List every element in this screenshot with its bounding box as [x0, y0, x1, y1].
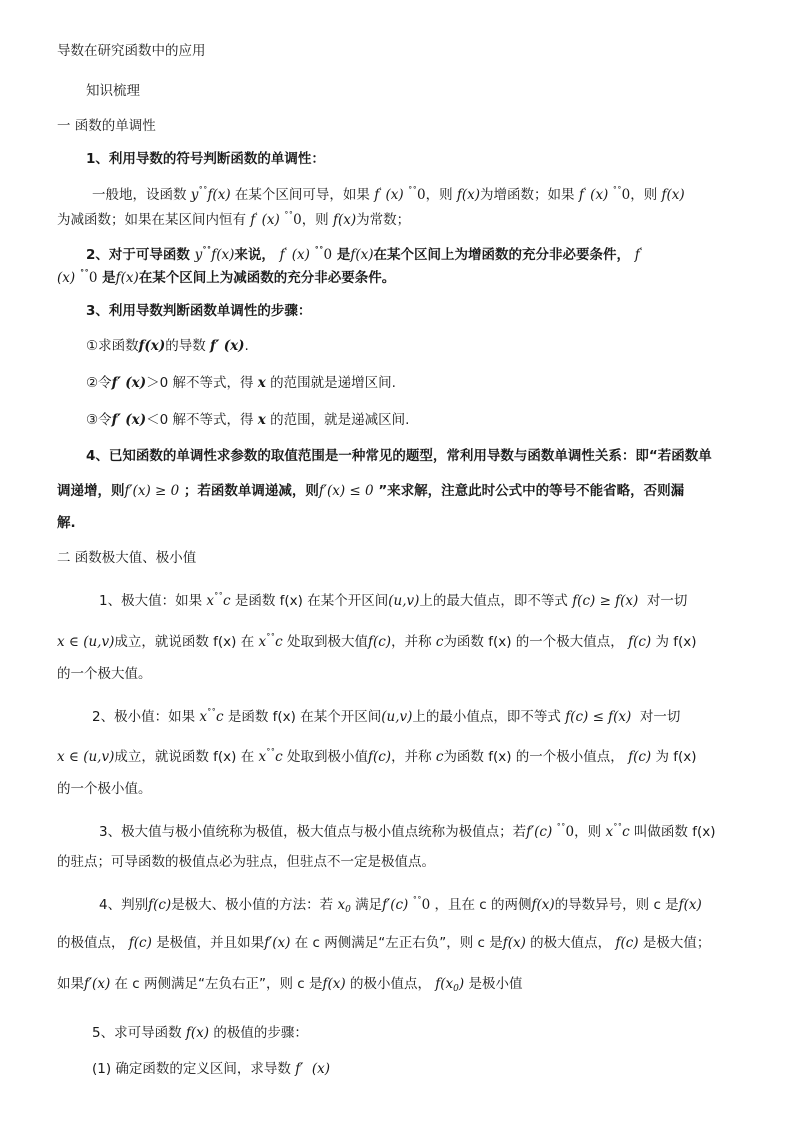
- min-value-line-2: x ∈ (u,v)成立，就说函数 f(x) 在 x˚˚c 处取到极小值f(c)，并称 c为函数 f(x) 的一个极小值点， f(c) 为 f(x): [57, 749, 697, 765]
- s1-item-2-line-1: 2、对于可导函数 y˚˚f(x)来说， f′ (x) ˚˚0 是f(x)在某个区间上为增函数的充分非必要条件， f′: [86, 247, 643, 263]
- doc-subtitle: 知识梳理: [86, 83, 140, 99]
- s1-item-2-line-2: (x) ˚˚0 是f(x)在某个区间上为减函数的充分非必要条件。: [57, 270, 396, 286]
- doc-title: 导数在研究函数中的应用: [57, 43, 206, 59]
- max-value-line-1: 1、极大值：如果 x˚˚c 是函数 f(x) 在某个开区间(u,v)上的最大值点，即不等式 f(c) ≥ f(x) 对一切: [99, 593, 688, 609]
- section-heading-1: 一 函数的单调性: [57, 118, 156, 134]
- s1-item-3: 3、利用导数判断函数单调性的步骤：: [86, 303, 312, 319]
- paragraph-3-line-2: 的驻点；可导函数的极值点必为驻点，但驻点不一定是极值点。: [57, 854, 435, 870]
- paragraph-3-line-1: 3、极大值与极小值统称为极值，极大值点与极小值点统称为极值点；若f′(c) ˚˚0，则 x˚˚c 叫做函数 f(x): [99, 824, 716, 840]
- max-value-line-3: 的一个极大值。: [57, 666, 152, 682]
- max-value-line-2: x ∈ (u,v)成立，就说函数 f(x) 在 x˚˚c 处取到极大值f(c)，并称 c为函数 f(x) 的一个极大值点， f(c) 为 f(x): [57, 634, 697, 650]
- step-2: ②令f′ (x)＞0 解不等式，得 x 的范围就是递增区间.: [86, 375, 396, 391]
- s1-item-4-line-2: 调递增，则f′(x) ≥ 0 ；若函数单调递减，则f′(x) ≤ 0 ”来求解，注意此时公式中的等号不能省略，否则漏: [57, 483, 685, 499]
- section-heading-2: 二 函数极大值、极小值: [57, 550, 197, 566]
- paragraph-4-line-1: 4、判别f(c)是极大、极小值的方法：若 $x_0$ 满足f′(c) ˚˚0 ，且在 c 的两侧f(x)的导数异号，则 c 是f(x): [99, 897, 702, 915]
- paragraph-5: 5、求可导函数 f(x) 的极值的步骤：: [92, 1025, 308, 1041]
- paragraph-6: (1) 确定函数的定义区间，求导数 f′ (x): [92, 1061, 331, 1077]
- s1-item-1: 1、利用导数的符号判断函数的单调性：: [86, 151, 325, 167]
- step-1: ①求函数f(x)的导数 f′ (x).: [86, 338, 249, 354]
- min-value-line-1: 2、极小值：如果 x˚˚c 是函数 f(x) 在某个开区间(u,v)上的最小值点，即不等式 f(c) ≤ f(x) 对一切: [92, 709, 681, 725]
- min-value-line-3: 的一个极小值。: [57, 781, 152, 797]
- paragraph-4-line-2: 的极值点， f(c) 是极值，并且如果f′(x) 在 c 两侧满足“左正右负”，则 c 是f(x) 的极大值点， f(c) 是极大值；: [57, 935, 711, 951]
- s1-paragraph-1-line-1: 一般地，设函数 y˚˚f(x) 在某个区间可导，如果 f′ (x) ˚˚0，则 f(x)为增函数；如果 f′ (x) ˚˚0，则 f(x): [92, 187, 685, 203]
- step-3: ③令f′ (x)＜0 解不等式，得 x 的范围，就是递减区间.: [86, 412, 410, 428]
- s1-item-4-line-3: 解.: [57, 515, 76, 531]
- s1-paragraph-1-line-2: 为减函数；如果在某区间内恒有 f′ (x) ˚˚0，则 f(x)为常数；: [57, 212, 411, 228]
- s1-item-4-line-1: 4、已知函数的单调性求参数的取值范围是一种常见的题型，常利用导数与函数单调性关系：即“若函数单: [86, 448, 712, 464]
- paragraph-4-line-3: 如果f′(x) 在 c 两侧满足“左负右正”，则 c 是f(x) 的极小值点， $f(x_0)$ 是极小值: [57, 976, 523, 994]
